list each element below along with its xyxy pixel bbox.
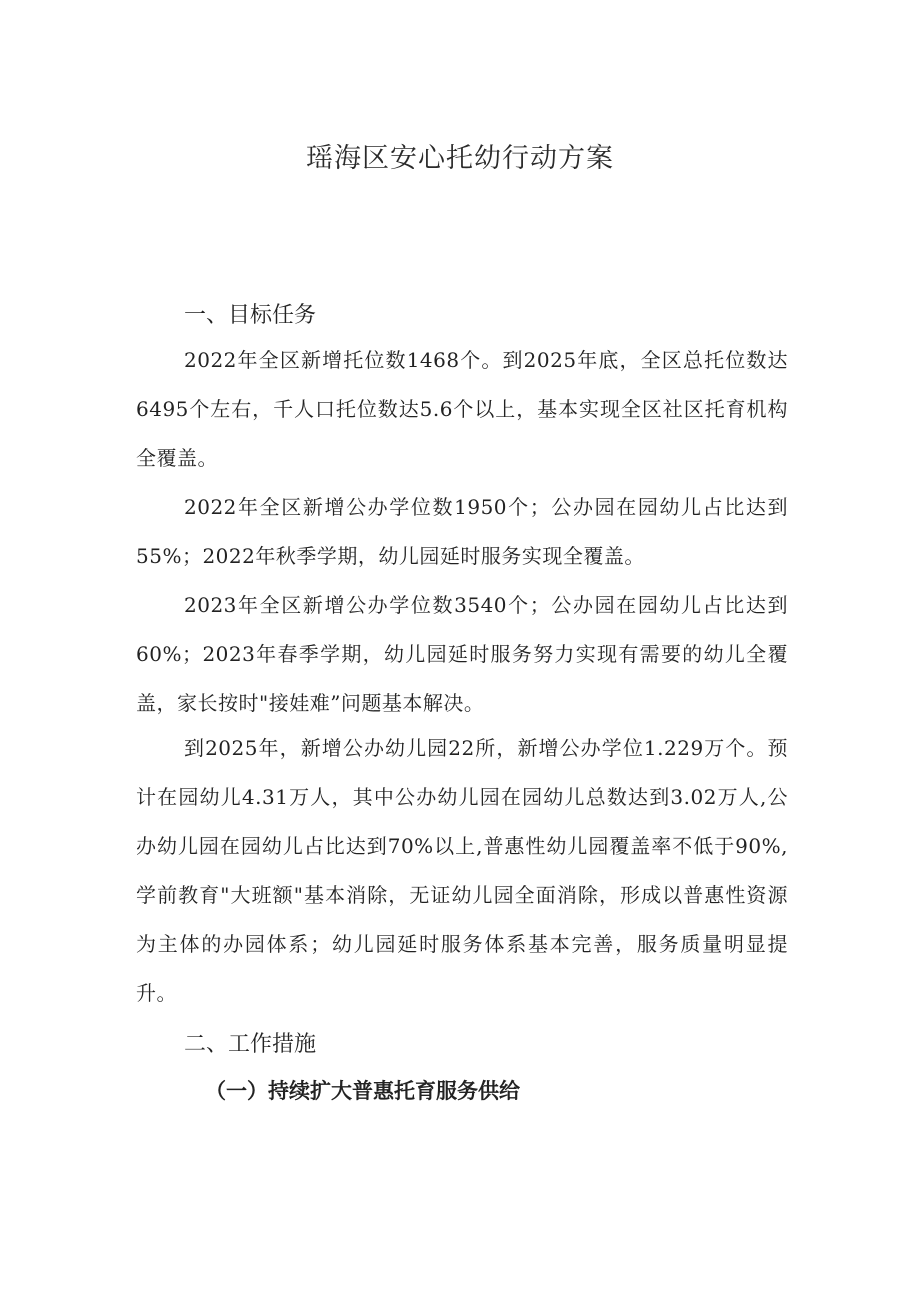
paragraph-2025-targets: 到2025年，新增公办幼儿园22所，新增公办学位1.229万个。预计在园幼儿4.31万人，其中公办幼儿园在园幼儿总数达到3.02万人,公办幼儿园在园幼儿占比达到70%以上,普惠性幼儿园覆盖率不低于90%,学前教育"大班额"基本消除，无证幼儿园全面消除，形成以普惠性资源为主体的办园体系；幼儿园延时服务体系基本完善，服务质量明显提升。 bbox=[136, 736, 788, 1005]
section-heading-goals: 一、目标任务 bbox=[184, 303, 317, 328]
paragraph-2023-targets: 2023年全区新增公办学位数3540个；公办园在园幼儿占比达到60%；2023年春季学期，幼儿园延时服务努力实现有需要的幼儿全覆盖，家长按时"接娃难”问题基本解决。 bbox=[136, 593, 788, 715]
section-heading-measures: 二、工作措施 bbox=[184, 1032, 317, 1057]
paragraph-2022-targets: 2022年全区新增公办学位数1950个；公办园在园幼儿占比达到55%；2022年秋季学期，幼儿园延时服务实现全覆盖。 bbox=[136, 495, 788, 568]
paragraph-childcare-targets: 2022年全区新增托位数1468个。到2025年底，全区总托位数达6495个左右，千人口托位数达5.6个以上，基本实现全区社区托育机构全覆盖。 bbox=[136, 348, 788, 470]
subsection-heading-expand-supply: （一）持续扩大普惠托育服务供给 bbox=[205, 1079, 520, 1103]
document-title: 瑶海区安心托幼行动方案 bbox=[306, 143, 614, 174]
